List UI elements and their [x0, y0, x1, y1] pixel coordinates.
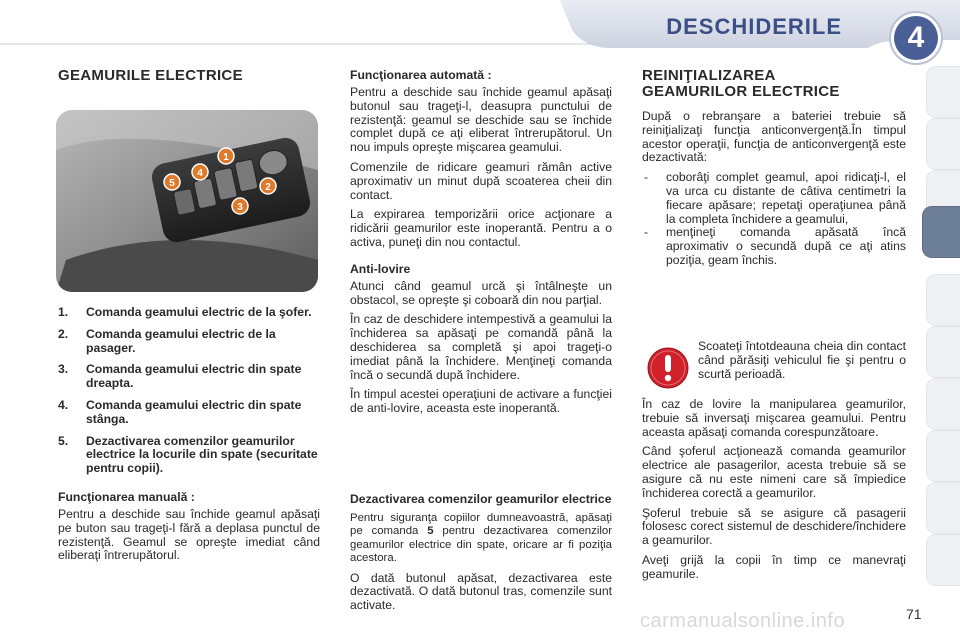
page-number: 71	[906, 606, 922, 622]
list-item: 2. Comanda geamului electric de la pasager.	[58, 326, 276, 355]
controls-list-block	[58, 306, 320, 484]
callout-3	[232, 198, 248, 214]
chapter-tab[interactable]	[926, 274, 960, 326]
deactivation-p1: Pentru siguranţa copiilor dumneavoastră, apăsaţi pe comanda 5 pentru dezactivarea comenzilor geamurilor electrice din spate, oricare ar fi poziţia acestora.	[350, 512, 613, 565]
reinit-title-line1: REINIŢIALIZAREA	[642, 67, 776, 84]
antipinch-p3: În timpul acestei operaţiuni de activare a funcţiei de anti-lovire, aceasta este inoperantă.	[350, 387, 612, 416]
manual-operation-text: Pentru a deschide sau închide geamul apăsaţi pe buton sau trageţi-l fără a deplasa punctul de rezistenţă. Geamul se opreşte imediat când eliberaţi întrerupătorul.	[58, 507, 320, 563]
list-item: 5. Dezactivarea comenzilor geamurilor electrice la locurile din spate (securitate pentru copii).	[58, 433, 318, 476]
watermark: carmanualsonline.info	[640, 610, 846, 632]
warning-note-text: Scoateţi întotdeauna cheia din contact când părăsiţi vehiculul fie şi pentru o scurtă perioadă.	[698, 339, 906, 381]
list-item: - coborâţi complet geamul, apoi ridicaţi-l, el va urca cu distante de câtiva centimetri la fiecare apăsare; repetaţi operaţiunea până la completa închidere a geamului,	[644, 170, 906, 226]
svg-text:2: 2	[265, 182, 271, 193]
warning-note	[698, 340, 906, 381]
auto-operation-p1: Pentru a deschide sau închide geamul apăsaţi butonul sau trageţi-l, deasupra punctului de rezistenţă: geamul se deschide sau se închide complet după ce aţi eliberat întrerupătorul. Un nou impuls opreşte mişcarea geamului.	[350, 85, 612, 155]
deactivation-block	[350, 492, 612, 613]
svg-text:4: 4	[197, 168, 203, 179]
callout-5	[164, 174, 180, 190]
warning-p4: Aveţi grijă la copii în timp ce manevraţi geamurile.	[642, 552, 906, 581]
chapter-tabs	[926, 66, 960, 586]
photo-callouts	[56, 110, 318, 292]
manual-operation-block	[58, 490, 320, 563]
chapter-number: 4	[907, 21, 925, 54]
auto-operation-title: Funcţionarea automată :	[350, 68, 492, 82]
warning-icon	[646, 346, 690, 390]
deactivation-title: Dezactivarea comenzilor geamurilor electrice	[350, 492, 612, 506]
svg-text:3: 3	[237, 202, 243, 213]
chapter-tab[interactable]	[926, 534, 960, 586]
chapter-tab-active[interactable]	[922, 206, 960, 258]
deactivation-p2: O dată butonul apăsat, dezactivarea este dezactivată. O dată butonul tras, comenzile sunt activate.	[350, 570, 612, 613]
list-item: 4. Comanda geamului electric din spate stânga.	[58, 397, 302, 426]
auto-operation-p2: Comenzile de ridicare geamuri rămân active aproximativ un minut după scoaterea cheii din contact.	[350, 159, 612, 202]
manual-operation-title: Funcţionarea manuală :	[58, 490, 195, 504]
controls-list	[58, 306, 320, 476]
callout-4	[192, 164, 208, 180]
warning-p1: În caz de lovire la manipularea geamurilor, trebuie să inversaţi mişcarea geamului. Pentru aceasta apăsaţi comanda corespunzătoare.	[642, 397, 906, 439]
chapter-tab[interactable]	[926, 482, 960, 534]
callout-2	[260, 178, 276, 194]
reinit-text: După o rebranşare a bateriei trebuie să reiniţializaţi funcţia anticonvergenţă.În timpul acestor operaţii, funcţia de anticonvergenţă este dezactivată:	[642, 109, 906, 165]
warning-p2: Când şoferul acţionează comanda geamurilor electrice ale pasagerilor, acesta trebuie să se asigure că nu este nimeni care să împiedice închiderea corectă a geamurilor.	[642, 444, 906, 500]
reinit-steps	[642, 171, 906, 268]
svg-text:1: 1	[223, 152, 229, 163]
chapter-tab[interactable]	[926, 430, 960, 482]
chapter-tab[interactable]	[926, 118, 960, 170]
antipinch-p2: În caz de deschidere intempestivă a geamului la închiderea sa apăsaţi pe comandă până la deschiderea sa completă şi apoi trageţi-o imediat până la închidere. Menţineţi comanda încă o secundă după închidere.	[350, 312, 612, 382]
callout-1	[218, 148, 234, 164]
reinit-block	[642, 68, 906, 268]
chapter-tab[interactable]	[926, 378, 960, 430]
list-item: - menţineţi comanda apăsată încă aproximativ o secundă după ce aţi atins poziţia, geam închis.	[644, 225, 906, 267]
antipinch-p1: Atunci când geamul urcă şi întâlneşte un obstacol, se opreşte şi coboară din nou parţial.	[350, 278, 612, 307]
antipinch-title: Anti-lovire	[350, 261, 411, 276]
list-item: 1. Comanda geamului electric de la şofer.	[58, 305, 312, 319]
list-item: 3. Comanda geamului electric din spate dreapta.	[58, 362, 302, 391]
auto-operation-p3: La expirarea temporizării orice acţionare a ridicării geamurilor este inoperantă. Pentru a o activa, puneţi din nou contactul.	[350, 207, 612, 249]
reinit-title-line2: GEAMURILOR ELECTRICE	[642, 83, 840, 100]
auto-operation-block	[350, 68, 612, 416]
svg-text:5: 5	[169, 178, 175, 189]
section-title-electric-windows: GEAMURILE ELECTRICE	[58, 67, 243, 84]
chapter-tab[interactable]	[926, 66, 960, 118]
warning-p3: Şoferul trebuie să se asigure că pasagerii folosesc corect sistemul de deschidere/închidere a geamurilor.	[642, 505, 906, 548]
chapter-title: DESCHIDERILE	[666, 14, 842, 39]
chapter-tab[interactable]	[926, 326, 960, 378]
warning-paragraphs	[642, 398, 906, 582]
